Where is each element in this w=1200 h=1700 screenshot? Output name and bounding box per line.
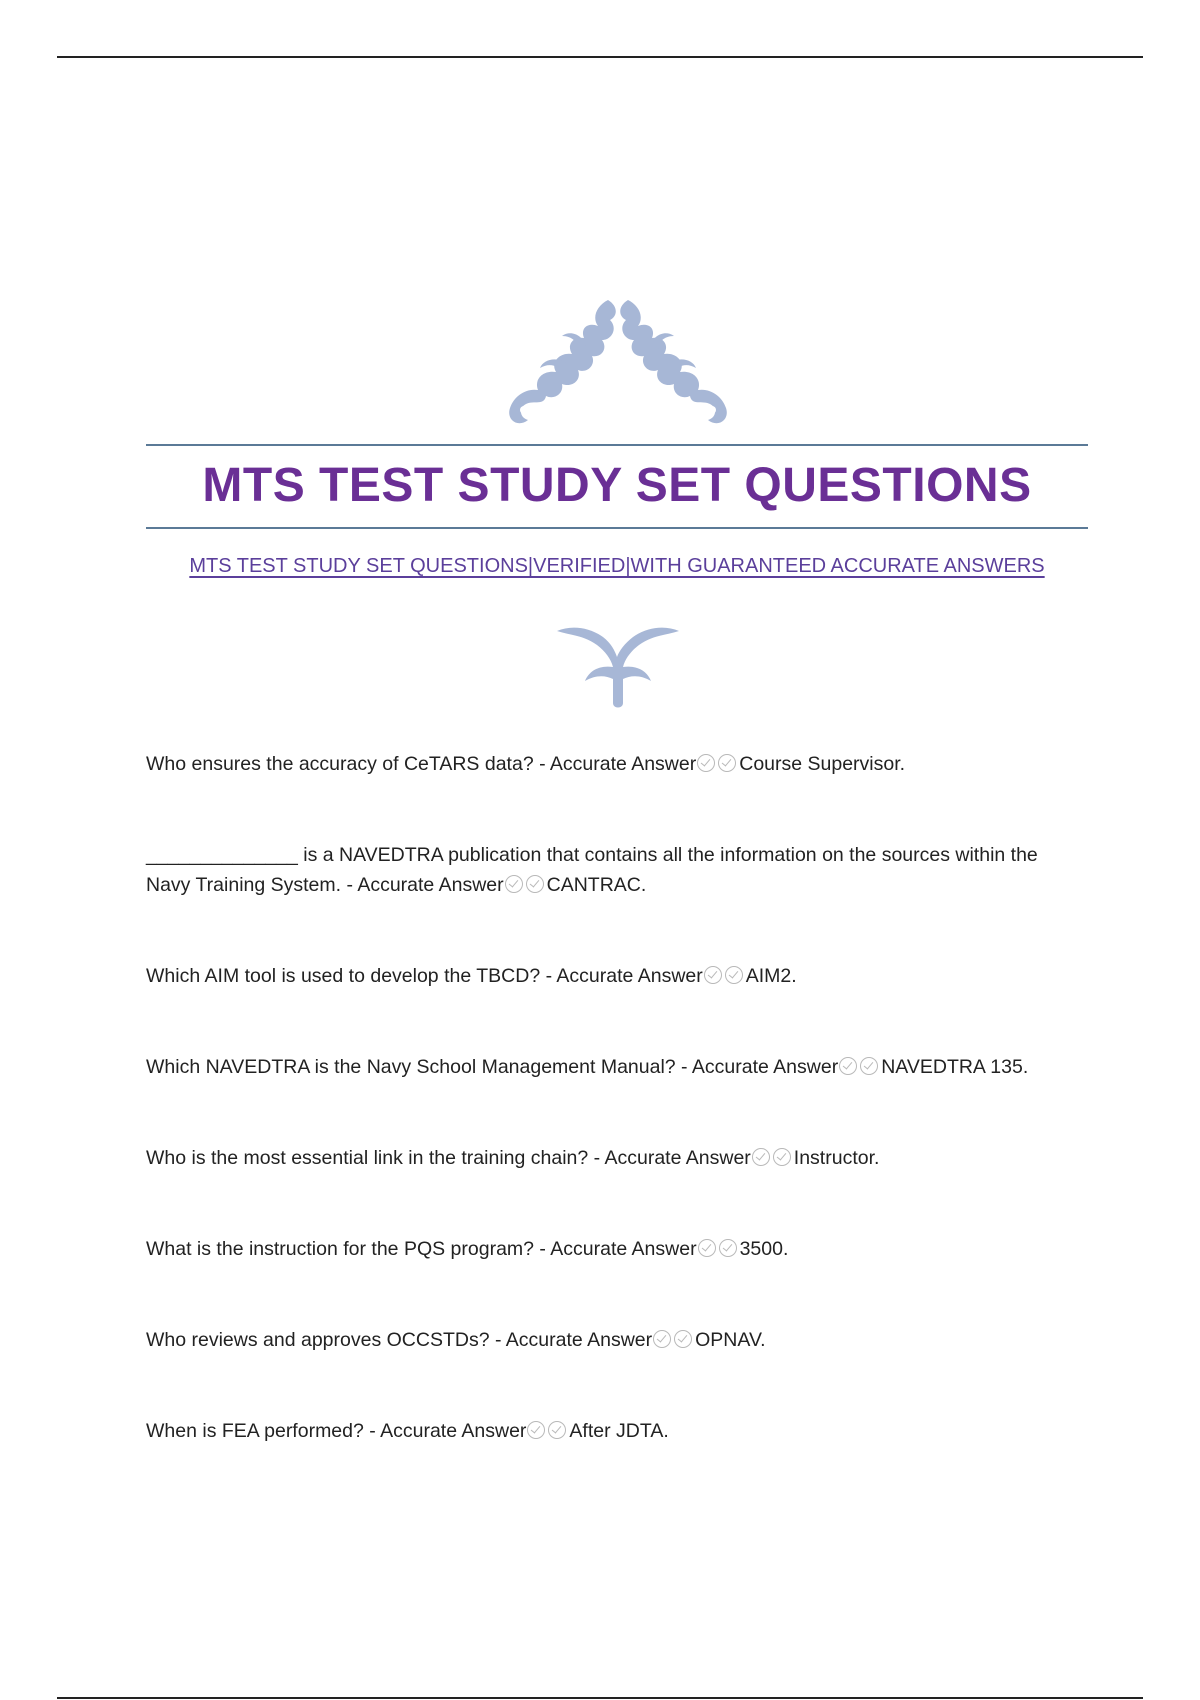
check-circle-icon bbox=[653, 1330, 671, 1348]
qa-item bbox=[146, 749, 1066, 779]
check-circle-icon bbox=[548, 1421, 566, 1439]
subtitle-text: MTS TEST STUDY SET QUESTIONS|VERIFIED|WITH GUARANTEED ACCURATE ANSWERS bbox=[189, 555, 1045, 577]
question-text: Which AIM tool is used to develop the TBCD? - Accurate Answer bbox=[146, 965, 703, 987]
check-icons bbox=[653, 1329, 695, 1351]
answer-text: CANTRAC. bbox=[546, 874, 647, 896]
page-top-rule bbox=[57, 56, 1143, 58]
question-text: Who reviews and approves OCCSTDs? - Accurate Answer bbox=[146, 1329, 653, 1351]
answer-text: Instructor. bbox=[793, 1147, 880, 1169]
check-icons bbox=[704, 965, 746, 987]
check-icons bbox=[752, 1147, 794, 1169]
check-icons bbox=[839, 1056, 881, 1078]
qa-item bbox=[146, 1052, 1066, 1082]
question-text: When is FEA performed? - Accurate Answer bbox=[146, 1420, 527, 1442]
answer-text: NAVEDTRA 135. bbox=[881, 1056, 1029, 1078]
question-text: Who is the most essential link in the training chain? - Accurate Answer bbox=[146, 1147, 751, 1169]
question-text: What is the instruction for the PQS program? - Accurate Answer bbox=[146, 1238, 697, 1260]
check-circle-icon bbox=[860, 1057, 878, 1075]
floral-scroll-icon bbox=[500, 296, 736, 426]
check-icons bbox=[697, 753, 739, 775]
check-circle-icon bbox=[526, 875, 544, 893]
question-text: ______________ is a NAVEDTRA publication that contains all the information on the sources within the Navy Training System. - Accurate Answer bbox=[146, 844, 1038, 896]
qa-item bbox=[146, 1234, 1066, 1264]
qa-item bbox=[146, 961, 1066, 991]
check-circle-icon bbox=[719, 1239, 737, 1257]
qa-item bbox=[146, 1416, 1066, 1446]
answer-text: OPNAV. bbox=[695, 1329, 766, 1351]
check-circle-icon bbox=[773, 1148, 791, 1166]
check-icons bbox=[505, 874, 547, 896]
question-text: Which NAVEDTRA is the Navy School Management Manual? - Accurate Answer bbox=[146, 1056, 839, 1078]
question-text: Who ensures the accuracy of CeTARS data? - Accurate Answer bbox=[146, 753, 697, 775]
check-circle-icon bbox=[725, 966, 743, 984]
title-upper-rule bbox=[146, 444, 1088, 446]
check-circle-icon bbox=[718, 754, 736, 772]
check-circle-icon bbox=[839, 1057, 857, 1075]
check-circle-icon bbox=[697, 754, 715, 772]
check-circle-icon bbox=[698, 1239, 716, 1257]
qa-list bbox=[146, 749, 1066, 1507]
answer-text: AIM2. bbox=[745, 965, 797, 987]
check-circle-icon bbox=[527, 1421, 545, 1439]
check-icons bbox=[527, 1420, 569, 1442]
answer-text: After JDTA. bbox=[569, 1420, 669, 1442]
check-circle-icon bbox=[704, 966, 722, 984]
page-bottom-rule bbox=[57, 1697, 1143, 1699]
check-circle-icon bbox=[674, 1330, 692, 1348]
qa-item bbox=[146, 1325, 1066, 1355]
page-title: MTS TEST STUDY SET QUESTIONS bbox=[202, 459, 1032, 512]
answer-text: 3500. bbox=[739, 1238, 789, 1260]
qa-item bbox=[146, 1143, 1066, 1173]
check-circle-icon bbox=[505, 875, 523, 893]
fleuron-icon bbox=[555, 623, 681, 709]
answer-text: Course Supervisor. bbox=[739, 753, 906, 775]
check-circle-icon bbox=[752, 1148, 770, 1166]
qa-item bbox=[146, 840, 1066, 900]
title-lower-rule bbox=[146, 527, 1088, 529]
subtitle-link[interactable] bbox=[146, 552, 1088, 580]
check-icons bbox=[698, 1238, 740, 1260]
